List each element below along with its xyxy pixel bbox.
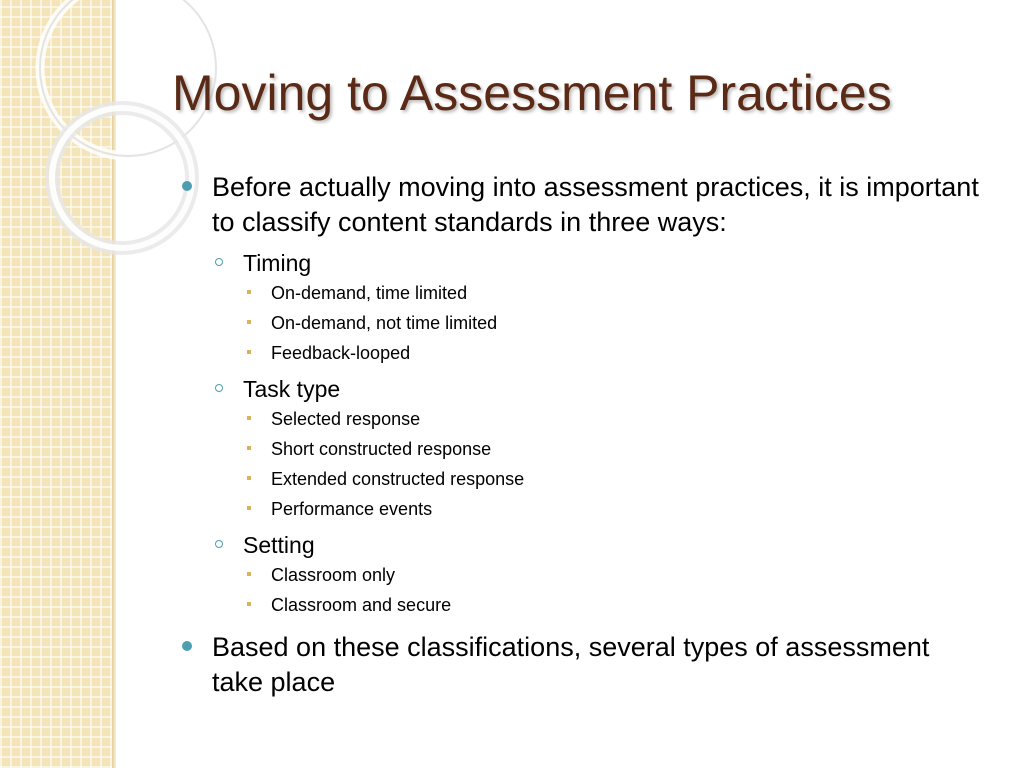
bullet-level3 [182, 560, 982, 590]
slide-title: Moving to Assessment Practices [172, 65, 892, 121]
bullet-text: Timing [243, 250, 312, 276]
bullet-level2 [182, 530, 982, 560]
bullet-level1 [182, 170, 982, 240]
sub-list-timing [182, 248, 982, 368]
bullet-level3 [182, 404, 982, 434]
bullet-square-icon [247, 446, 251, 450]
sub-list-setting [182, 530, 982, 620]
bullet-text: Setting [243, 532, 315, 558]
bullet-text: On-demand, time limited [271, 283, 468, 303]
bullet-level3 [182, 338, 982, 368]
bullet-square-icon [247, 602, 251, 606]
bullet-ring-icon [215, 540, 223, 548]
bullet-ring-icon [215, 258, 223, 266]
bullet-level2 [182, 374, 982, 404]
bullet-dot-icon [182, 181, 192, 191]
bullet-text: On-demand, not time limited [271, 313, 498, 333]
bullet-square-icon [247, 290, 251, 294]
bullet-level3 [182, 494, 982, 524]
bullet-text: Short constructed response [271, 439, 492, 459]
bullet-level3 [182, 464, 982, 494]
bullet-level3 [182, 590, 982, 620]
bullet-text: Feedback-looped [271, 343, 411, 363]
bullet-dot-icon [182, 641, 192, 651]
bullet-level3 [182, 308, 982, 338]
bullet-level2 [182, 248, 982, 278]
bullet-text: Based on these classifications, several types of assessment take place [212, 632, 930, 697]
slide-content [182, 170, 982, 708]
bullet-text: Before actually moving into assessment practices, it is important to classify content standards in three ways: [212, 172, 979, 237]
bullet-level1 [182, 630, 982, 700]
bullet-text: Performance events [271, 499, 433, 519]
sub-list-task-type [182, 374, 982, 524]
bullet-text: Extended constructed response [271, 469, 525, 489]
bullet-square-icon [247, 506, 251, 510]
bullet-text: Classroom and secure [271, 595, 452, 615]
bullet-square-icon [247, 572, 251, 576]
bullet-square-icon [247, 350, 251, 354]
bullet-ring-icon [215, 384, 223, 392]
bullet-square-icon [247, 320, 251, 324]
bullet-text: Selected response [271, 409, 421, 429]
bullet-text: Classroom only [271, 565, 396, 585]
bullet-square-icon [247, 476, 251, 480]
bullet-level3 [182, 434, 982, 464]
bullet-level3 [182, 278, 982, 308]
bullet-square-icon [247, 416, 251, 420]
bullet-text: Task type [243, 376, 341, 402]
